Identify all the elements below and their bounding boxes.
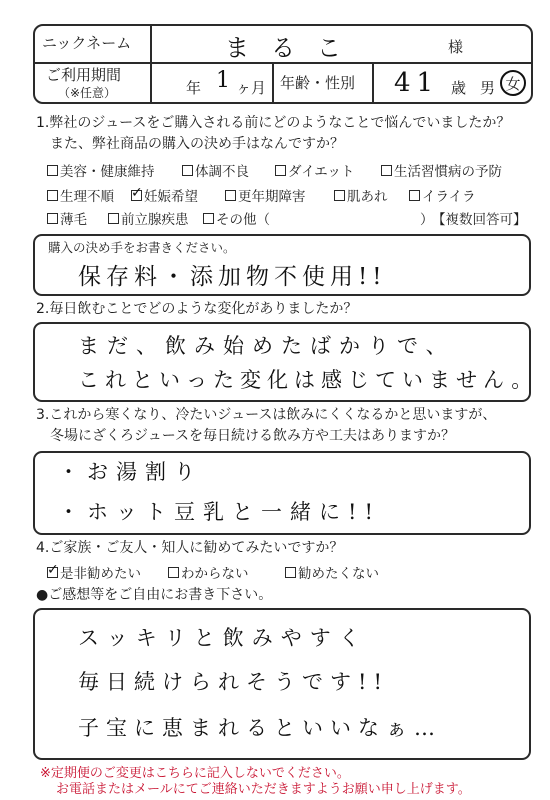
- checkbox[interactable]: [203, 213, 214, 224]
- checkbox[interactable]: [409, 190, 420, 201]
- gender-female: 女: [505, 74, 521, 93]
- q5-title: ●ご感想等をご自由にお書き下さい。: [36, 587, 273, 603]
- option-label: イライラ: [422, 189, 476, 205]
- age-gender-label: 年齢・性別: [280, 74, 356, 92]
- q1-box-caption: 購入の決め手をお書きください。: [48, 240, 236, 255]
- q3-answer-line-2[interactable]: ・ホット豆乳と一緒に!!: [58, 500, 381, 524]
- option-label: その他（: [216, 212, 270, 228]
- months-suffix: ヶ月: [236, 79, 267, 97]
- q3-line1: 3.これから寒くなり、冷たいジュースは飲みにくくなるかと思いますが、: [36, 407, 497, 423]
- q1-option-1[interactable]: [182, 160, 249, 180]
- age-value[interactable]: 41: [394, 68, 440, 98]
- option-label: 生活習慣病の予防: [394, 164, 502, 180]
- option-label: 勧めたくない: [298, 566, 379, 582]
- option-label: 前立腺疾患: [121, 212, 189, 228]
- q1-option-8[interactable]: [409, 185, 476, 205]
- nickname-value[interactable]: まるこ: [225, 34, 363, 62]
- q1-option-11[interactable]: [203, 208, 270, 228]
- age-suffix: 歳: [451, 79, 467, 97]
- option-label: 是非勧めたい: [60, 566, 141, 582]
- option-label: わからない: [181, 566, 249, 582]
- q1-line1: 1.弊社のジュースをご購入される前にどのようなことで悩んでいましたか？: [36, 115, 511, 131]
- multiple-answers-note: 【複数回答可】: [432, 212, 527, 228]
- nickname-label: ニックネーム: [42, 34, 132, 52]
- q1-option-7[interactable]: [334, 185, 388, 205]
- header-divider-vertical-1: [150, 24, 152, 104]
- checkbox[interactable]: [225, 190, 236, 201]
- header-divider-vertical-2: [272, 62, 274, 104]
- months-value[interactable]: 1: [216, 68, 236, 93]
- option-label: ダイエット: [288, 164, 355, 180]
- footer-note-line-1: ※定期便のご変更はこちらに記入しないでください。: [40, 766, 350, 781]
- checkbox[interactable]: [47, 165, 58, 176]
- q1-option-6[interactable]: [225, 185, 306, 205]
- q5-answer-line-3[interactable]: 子宝に恵まれるといいなぁ…: [78, 716, 442, 740]
- option-label: 美容・健康維持: [60, 164, 155, 180]
- q1-option-9[interactable]: [47, 208, 87, 228]
- checkbox[interactable]: [334, 190, 345, 201]
- checkbox[interactable]: [285, 567, 296, 578]
- q2-answer-line-2[interactable]: これといった変化は感じていません。: [78, 368, 539, 392]
- option-label: 更年期障害: [238, 189, 306, 205]
- q1-option-10[interactable]: [108, 208, 189, 228]
- checkbox[interactable]: [108, 213, 119, 224]
- q2-answer-line-1[interactable]: まだ、飲み始めたばかりで、: [78, 334, 455, 358]
- checkbox[interactable]: [168, 567, 179, 578]
- checkbox[interactable]: [275, 165, 286, 176]
- gender-male[interactable]: 男: [480, 79, 496, 97]
- q5-answer-line-1[interactable]: スッキリと飲みやすく: [78, 626, 368, 650]
- q1-line2: また、弊社商品の購入の決め手はなんですか？: [50, 136, 344, 152]
- year-suffix: 年: [186, 79, 202, 97]
- period-label: ご利用期間: [46, 66, 122, 84]
- checkbox[interactable]: [47, 190, 58, 201]
- other-close-paren: ）: [420, 212, 434, 228]
- honorific: 様: [448, 38, 464, 56]
- header-divider-vertical-3: [372, 62, 374, 104]
- checkbox-checked[interactable]: [131, 190, 142, 201]
- checkbox[interactable]: [381, 165, 392, 176]
- q2-question: 2.毎日飲むことでどのような変化がありましたか？: [36, 301, 358, 317]
- q4-option-1[interactable]: [168, 562, 249, 582]
- footer-note-line-2: お電話またはメールにてご連絡いただきますようお願い申し上げます。: [56, 782, 471, 797]
- q1-option-3[interactable]: [381, 160, 502, 180]
- option-label: 体調不良: [195, 164, 249, 180]
- option-label: 生理不順: [60, 189, 114, 205]
- q1-option-0[interactable]: [47, 160, 155, 180]
- q4-option-2[interactable]: [285, 562, 379, 582]
- q4-option-0[interactable]: [47, 562, 141, 582]
- q3-answer-line-1[interactable]: ・お湯割り: [58, 460, 203, 484]
- checkbox[interactable]: [47, 213, 58, 224]
- gender-female-circled[interactable]: [500, 70, 526, 96]
- q4-question: 4.ご家族・ご友人・知人に勧めてみたいですか？: [36, 540, 344, 556]
- option-label: 妊娠希望: [144, 189, 198, 205]
- q5-answer-line-2[interactable]: 毎日続けられそうです!!: [78, 670, 389, 694]
- q1-option-5[interactable]: [131, 185, 198, 205]
- option-label: 薄毛: [60, 212, 87, 228]
- option-label: 肌あれ: [347, 189, 388, 205]
- q3-line2: 冬場にざくろジュースを毎日続ける飲み方や工夫はありますか？: [50, 428, 456, 444]
- q1-option-2[interactable]: [275, 160, 354, 180]
- checkbox-checked[interactable]: [47, 567, 58, 578]
- period-note: （※任意）: [58, 86, 117, 100]
- checkbox[interactable]: [182, 165, 193, 176]
- q1-option-4[interactable]: [47, 185, 114, 205]
- q1-answer-text[interactable]: 保存料・添加物不使用!!: [78, 264, 387, 290]
